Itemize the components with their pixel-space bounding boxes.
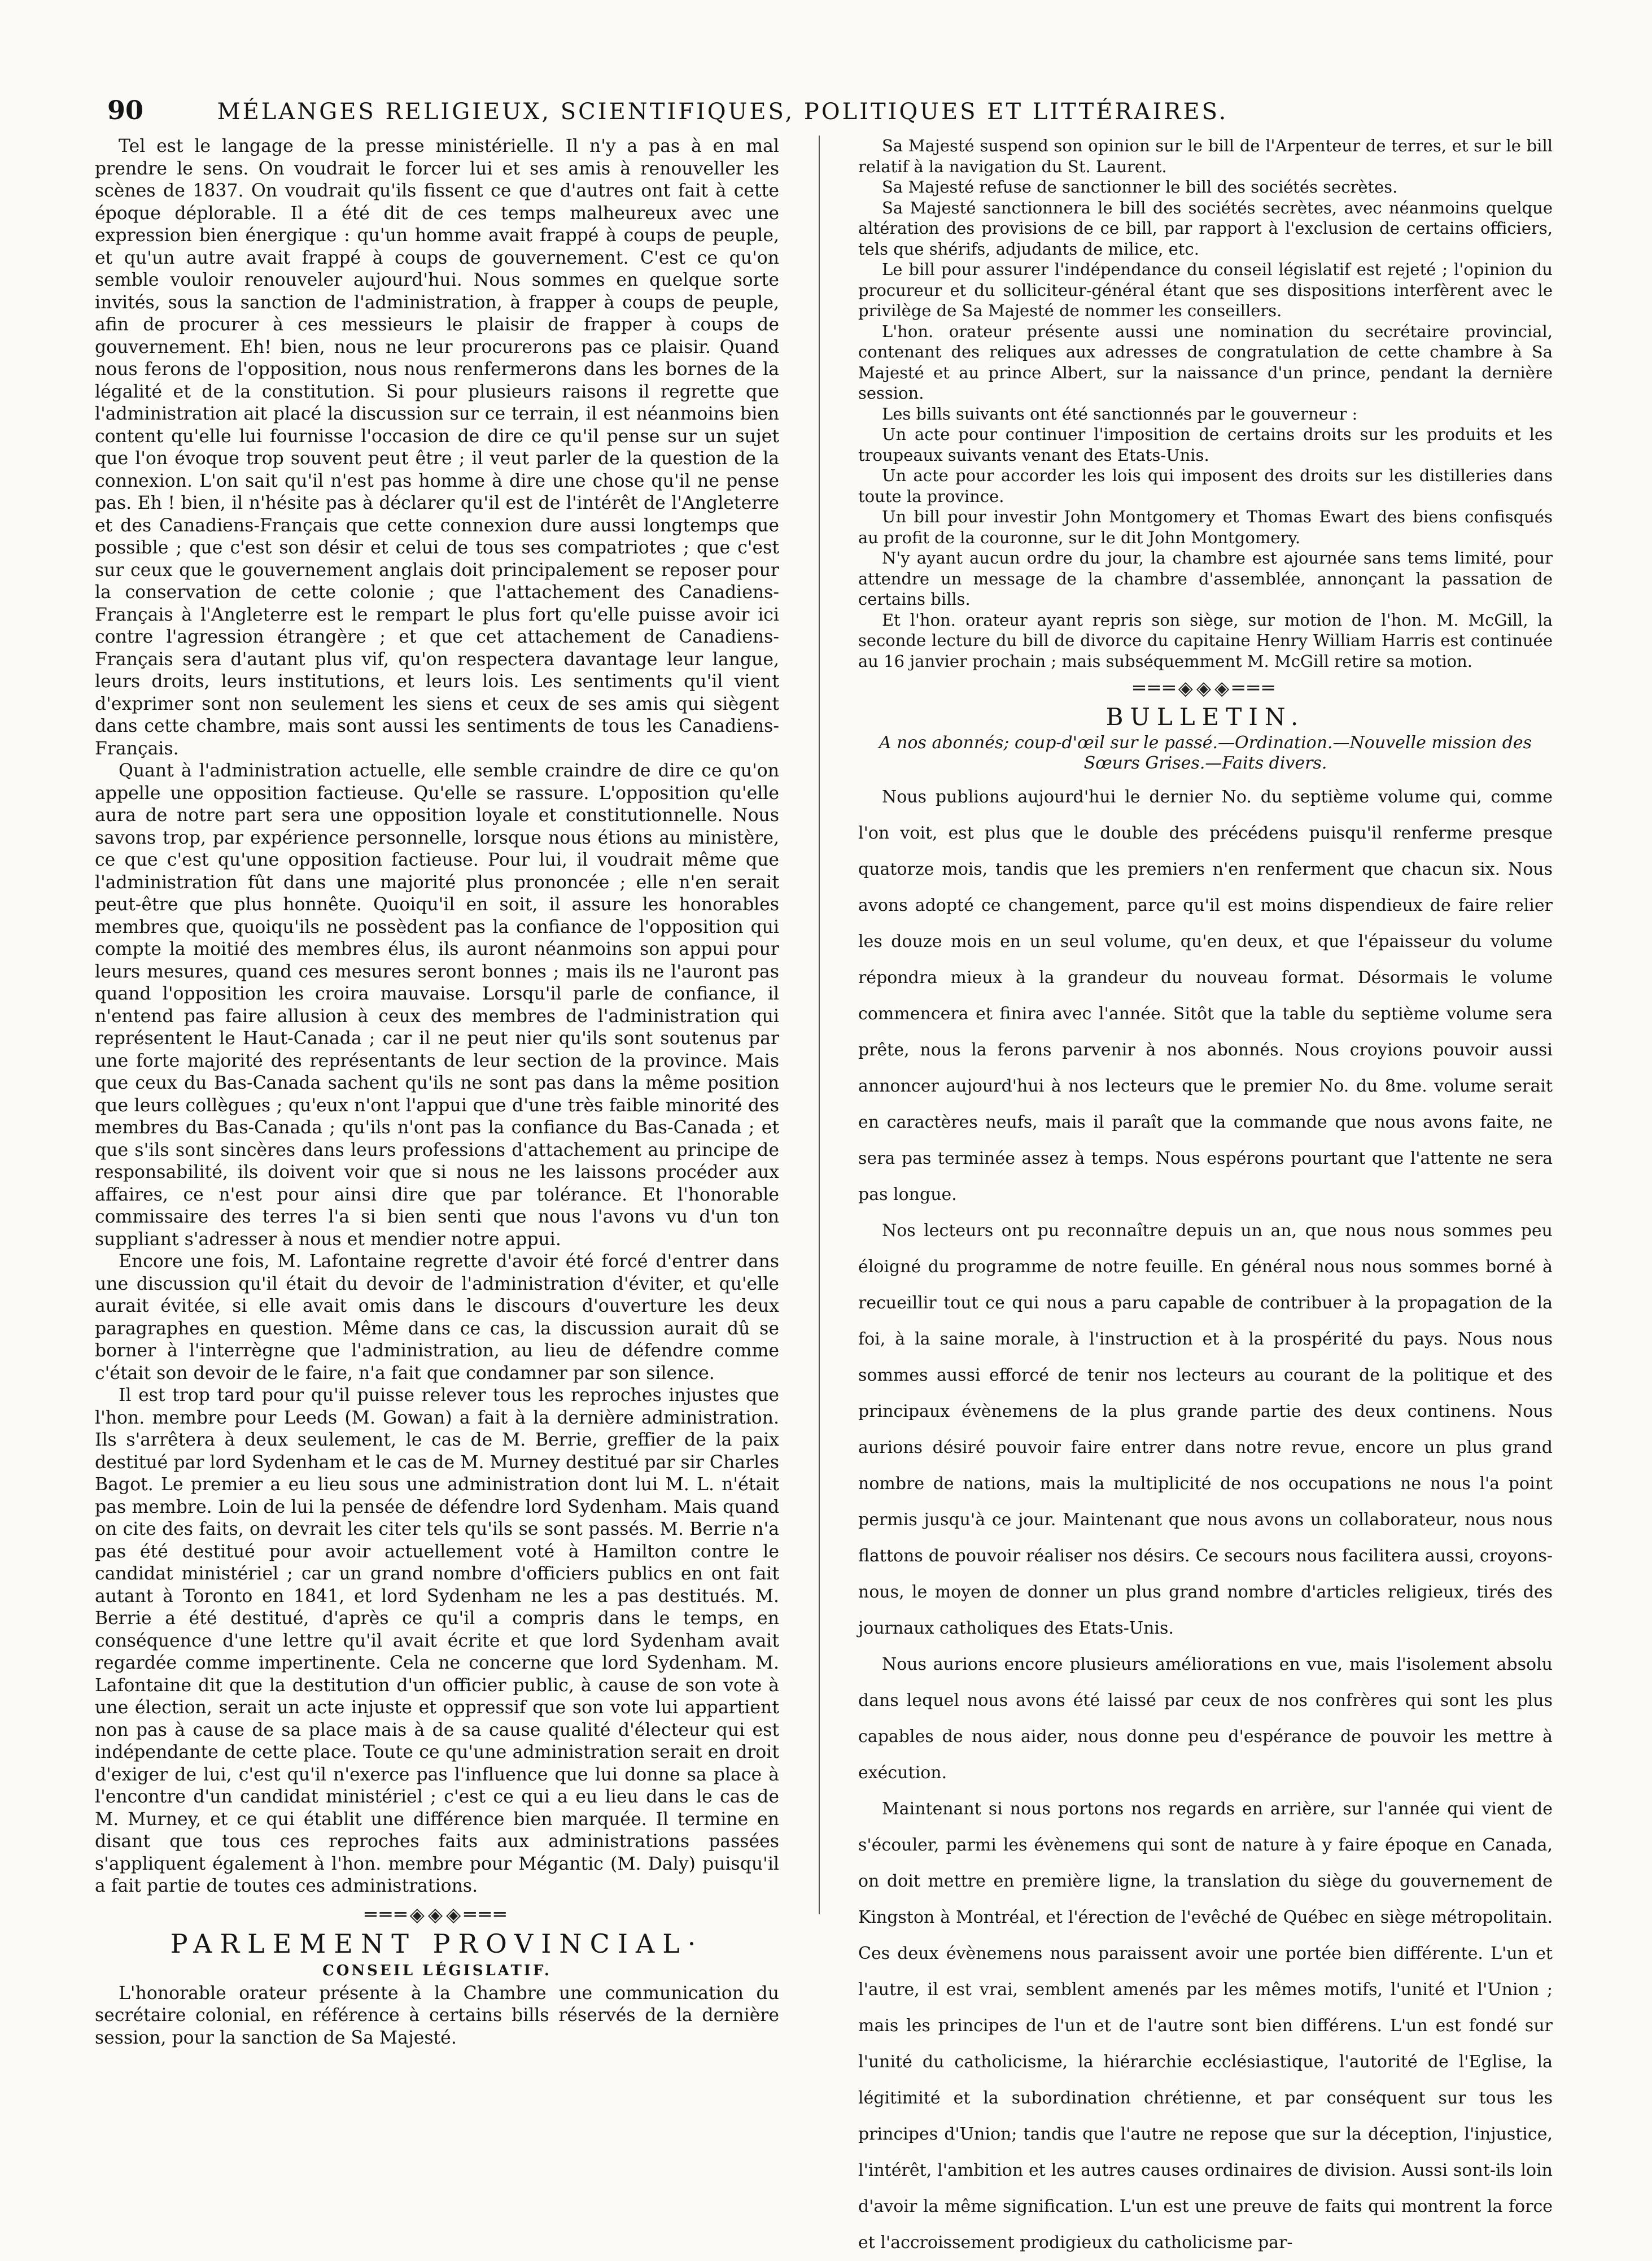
article-paragraph: Un acte pour continuer l'imposition de certains droits sur les produits et les troupeaux suivants venant des Etats-Unis. bbox=[858, 425, 1553, 465]
article-paragraph: Les bills suivants ont été sanctionnés par le gouverneur : bbox=[882, 404, 1358, 424]
page-number: 90 bbox=[107, 95, 144, 125]
article-paragraph: Un acte pour accorder les lois qui imposent des droits sur les distilleries dans toute la province. bbox=[858, 466, 1553, 506]
ornament-divider: ═══◈◈◈═══ bbox=[1133, 677, 1278, 700]
bulletin-title: BULLETIN. bbox=[1105, 703, 1305, 731]
article-paragraph: Le bill pour assurer l'indépendance du conseil législatif est rejeté ; l'opinion du procureur et du solliciteur-général étant que ses dispositions interfèrent avec le privilège de Sa Majesté de nommer les conseillers. bbox=[858, 260, 1553, 320]
article-paragraph: Quant à l'administration actuelle, elle semble craindre de dire ce qu'on appelle une opposition factieuse. Qu'elle se rassure. L'opposition qu'elle aura de notre part sera une opposition loyale et constitutionnelle. Nous savons trop, par expérience personnelle, lorsque nous étions au ministère, ce que c'est qu'une opposition factieuse. Pour lui, il voudrait même que l'administration fût dans une majorité plus prononcée ; elle n'en serait peut-être que plus honnête. Quoiqu'il en soit, il assure les honorables membres que, quoiqu'ils ne possèdent pas la confiance de l'opposition qui compte la moitié des membres élus, ils auront néanmoins son appui pour leurs mesures, quand ces mesures seront bonnes ; mais ils ne l'auront pas quand l'opposition les croira mauvaise. Lorsqu'il parle de confiance, il n'entend pas faire allusion à ceux des membres de l'administration qui représentent le Haut-Canada ; car il ne peut nier qu'ils sont soutenus par une forte majorité des représentants de leur section de la province. Mais que ceux du Bas-Canada sachent qu'ils ne sont pas dans la même position que leurs collègues ; qu'eux n'ont l'appui que d'une très faible minorité des membres du Bas-Canada ; qu'ils n'ont pas la confiance du Bas-Canada ; et que s'ils sont sincères dans leurs professions d'attachement au principe de responsabilité, ils doivent voir que si nous ne les laissons procéder aux affaires, ce n'est pour ainsi dire que par tolérance. Et l'honorable commissaire des terres l'a si bien senti que nous l'avons vu d'un ton suppliant s'adresser à nous et mendier notre appui. bbox=[95, 761, 779, 1250]
ornament-divider: ═══◈◈◈═══ bbox=[365, 1903, 509, 1926]
section-title: PARLEMENT PROVINCIAL· bbox=[170, 1928, 704, 1959]
section-subtitle: CONSEIL LÉGISLATIF. bbox=[322, 1962, 552, 1979]
column-divider bbox=[819, 136, 820, 1914]
section-paragraph: L'honorable orateur présente à la Chambre une communication du secrétaire colonial, en référence à certains bills réservés de la dernière session, pour la sanction de Sa Majesté. bbox=[95, 1983, 779, 2048]
article-paragraph: L'hon. orateur présente aussi une nomination du secrétaire provincial, contenant des reliques aux adresses de congratulation de cette chambre à Sa Majesté et au prince Albert, sur la naissance d'un prince, pendant la dernière session. bbox=[858, 321, 1553, 403]
bulletin-paragraph: Nous publions aujourd'hui le dernier No. du septième volume qui, comme l'on voit, est plus que le double des précédens puisqu'il renferme presque quatorze mois, tandis que les premiers n'en renferment que chacun six. Nous avons adopté ce changement, parce qu'il est moins dispendieux de faire relier les douze mois en un seul volume, qu'en deux, et que l'épaisseur du volume répondra mieux à la grandeur du nouveau format. Désormais le volume commencera et finira avec l'année. Sitôt que la table du septième volume sera prête, nous la ferons parvenir à nos abonnés. Nous croyions pouvoir aussi annoncer aujourd'hui à nos lecteurs que le premier No. du 8me. volume serait en caractères neufs, mais il paraît que la commande que nous avons faite, ne sera pas terminée assez à temps. Nous espérons pourtant que l'attente ne sera pas longue. bbox=[858, 787, 1553, 1204]
article-paragraph: Sa Majesté sanctionnera le bill des sociétés secrètes, avec néanmoins quelque altération des provisions de ce bill, par rapport à l'exclusion de certains officiers, tels que shérifs, adjudants de milice, etc. bbox=[858, 198, 1553, 259]
article-paragraph: Tel est le langage de la presse ministérielle. Il n'y a pas à en mal prendre le sens. On voudrait le forcer lui et ses amis à renouveller les scènes de 1837. On voudrait qu'ils fissent ce que d'autres ont fait à cette époque déplorable. Il a été dit de ces temps malheureux avec une expression bien énergique : qu'un homme avait frappé à coups de peuple, et qu'un autre avait frappé à coups de gouvernement. C'est ce qu'on semble vouloir renouveler aujourd'hui. Nous sommes en quelque sorte invités, sous la sanction de l'administration, à frapper à coups de peuple, afin de procurer à ces messieurs le plaisir de frapper à coups de gouvernement. Eh! bien, nous ne leur procurerons pas ce plaisir. Quand nous ferons de l'opposition, nous nous renfermerons dans les bornes de la légalité et de la constitution. Si pour plusieurs raisons il regrette que l'administration ait placé la discussion sur ce terrain, il est néanmoins bien content qu'elle lui fournisse l'occasion de dire ce qu'il pense sur un sujet que l'on évoque trop souvent peut être ; il veut parler de la question de la connexion. L'on sait qu'il n'est pas homme à dire une chose qu'il ne pense pas. Eh ! bien, il n'hésite pas à déclarer qu'il est de l'intérêt de l'Angleterre et des Canadiens-Français que cette connexion dure aussi longtemps que possible ; que c'est son désir et celui de tous ses compatriotes ; que c'est sur ceux que le gouvernement anglais doit principalement se reposer pour la conservation de cette colonie ; que l'attachement des Canadiens-Français à l'Angleterre est le rempart le plus fort qu'elle puisse avoir ici contre l'agression étrangère ; et que cet attachement de Canadiens-Français sera d'autant plus vif, qu'on respectera davantage leur langue, leurs droits, leurs institutions, et leurs lois. Les sentiments qu'il vient d'exprimer sont non seulement les siens et ceux de ses amis qui siègent dans cette chambre, mais sont aussi les sentiments de tous les Canadiens-Français. bbox=[95, 136, 779, 759]
right-column bbox=[858, 136, 1553, 2253]
bulletin-paragraph: Nous aurions encore plusieurs améliorations en vue, mais l'isolement absolu dans lequel nous avons été laissé par ceux de nos confrères qui sont les plus capables de nous aider, nous donne peu d'espérance de pouvoir les mettre à exécution. bbox=[858, 1655, 1553, 1783]
bulletin-paragraph: Nos lecteurs ont pu reconnaître depuis un an, que nous nous sommes peu éloigné du programme de notre feuille. En général nous nous sommes borné à recueillir tout ce qui nous a paru capable de contribuer à la propagation de la foi, à la saine morale, à l'instruction et à la prospérité du pays. Nous nous sommes aussi efforcé de tenir nos lecteurs au courant de la politique et des principaux évènemens de la plus grande partie des deux continens. Nous aurions désiré pouvoir faire entrer dans notre revue, encore un plus grand nombre de nations, mais la multiplicité de nos occupations ne nous l'a point permis jusqu'à ce jour. Maintenant que nous avons un collaborateur, nous nous flattons de pouvoir réaliser nos désirs. Ce secours nous facilitera aussi, croyons-nous, le moyen de donner un plus grand nombre d'articles religieux, tirés des journaux catholiques des Etats-Unis. bbox=[858, 1221, 1553, 1638]
article-paragraph: Sa Majesté refuse de sanctionner le bill des sociétés secrètes. bbox=[882, 177, 1398, 197]
running-title: MÉLANGES RELIGIEUX, SCIENTIFIQUES, POLITIQUES ET LITTÉRAIRES. bbox=[217, 99, 1229, 125]
article-paragraph: N'y ayant aucun ordre du jour, la chambre est ajournée sans tems limité, pour attendre un message de la chambre d'assemblée, annonçant la passation de certains bills. bbox=[858, 548, 1553, 609]
article-paragraph: Et l'hon. orateur ayant repris son siège, sur motion de l'hon. M. McGill, la seconde lecture du bill de divorce du capitaine Henry William Harris est continuée au 16 janvier prochain ; mais subséquemment M. McGill retire sa motion. bbox=[858, 610, 1553, 671]
bulletin-paragraph: Maintenant si nous portons nos regards en arrière, sur l'année qui vient de s'écouler, parmi les évènemens qui sont de nature à y faire époque en Canada, on doit mettre en première ligne, la translation du siège du gouvernement de Kingston à Montréal, et l'érection de l'evêché de Québec en siège métropolitain. Ces deux évènemens nous paraissent avoir une portée bien différente. L'un et l'autre, il est vrai, semblent amenés par les mêmes motifs, l'unité et l'Union ; mais les principes de l'un et de l'autre sont bien différens. L'un est fondé sur l'unité du catholicisme, la hiérarchie ecclésiastique, l'autorité de l'Eglise, la légitimité et la subordination chrétienne, et par conséquent sur tous les principes d'Union; tandis que l'autre ne repose que sur la déception, l'injustice, l'intérêt, l'ambition et les autres causes ordinaires de division. Aussi sont-ils loin d'avoir la même signification. L'un est une preuve de faits qui montrent la force et l'accroissement prodigieux du catholicisme par- bbox=[858, 1799, 1553, 2253]
article-paragraph: Il est trop tard pour qu'il puisse relever tous les reproches injustes que l'hon. membre pour Leeds (M. Gowan) a fait à la dernière administration. Ils s'arrêtera à deux seulement, le cas de M. Berrie, greffier de la paix destitué par lord Sydenham et le cas de M. Murney destitué par sir Charles Bagot. Le premier a eu lieu sous une administration dont lui M. L. n'était pas membre. Loin de lui la pensée de défendre lord Sydenham. Mais quand on cite des faits, on devrait les citer tels qu'ils se sont passés. M. Berrie n'a pas été destitué pour avoir actuellement voté à Hamilton contre le candidat ministériel ; car un grand nombre d'officiers publics en ont fait autant à Toronto en 1841, et lord Sydenham ne les a pas destitués. M. Berrie a été destitué, d'après ce qu'il a compris dans le temps, en conséquence d'une lettre qu'il avait écrite et que lord Sydenham avait regardée comme impertinente. Cela ne concerne que lord Sydenham. M. Lafontaine dit que la destitution d'un officier public, à cause de son vote à une élection, serait un acte injuste et oppressif que son vote lui appartient non pas à cause de sa place mais à de sa cause qualité d'électeur qui est indépendante de cette place. Toute ce qu'une administration serait en droit d'exiger de lui, c'est qu'il n'exerce pas l'influence que lui donne sa place à l'encontre d'un candidat ministériel ; c'est ce qui a eu lieu dans le cas de M. Murney, et ce qui établit une différence bien marquée. Il termine en disant que tous ces reproches faits aux administrations passées s'appliquent également à l'hon. membre pour Mégantic (M. Daly) puisqu'il a fait partie de toutes ces administrations. bbox=[95, 1385, 779, 1896]
article-paragraph: Sa Majesté suspend son opinion sur le bill de l'Arpenteur de terres, et sur le bill relatif à la navigation du St. Laurent. bbox=[858, 136, 1553, 176]
bulletin-summary: A nos abonnés; coup-d'œil sur le passé.—Ordination.—Nouvelle mission des Sœurs Grises.—Faits divers. bbox=[879, 733, 1532, 773]
left-column bbox=[95, 136, 779, 2048]
page-header bbox=[107, 95, 1287, 129]
article-paragraph: Encore une fois, M. Lafontaine regrette d'avoir été forcé d'entrer dans une discussion qu'il était du devoir de l'administration d'éviter, et qu'elle aurait évitée, si elle avait omis dans le discours d'ouverture les deux paragraphes en question. Même dans ce cas, la discussion aurait dû se borner à l'interrègne que l'administration, au lieu de défendre comme c'était son devoir de le faire, n'a fait que condamner par son silence. bbox=[95, 1251, 779, 1383]
article-paragraph: Un bill pour investir John Montgomery et Thomas Ewart des biens confisqués au profit de la couronne, sur le dit John Montgomery. bbox=[858, 507, 1553, 547]
